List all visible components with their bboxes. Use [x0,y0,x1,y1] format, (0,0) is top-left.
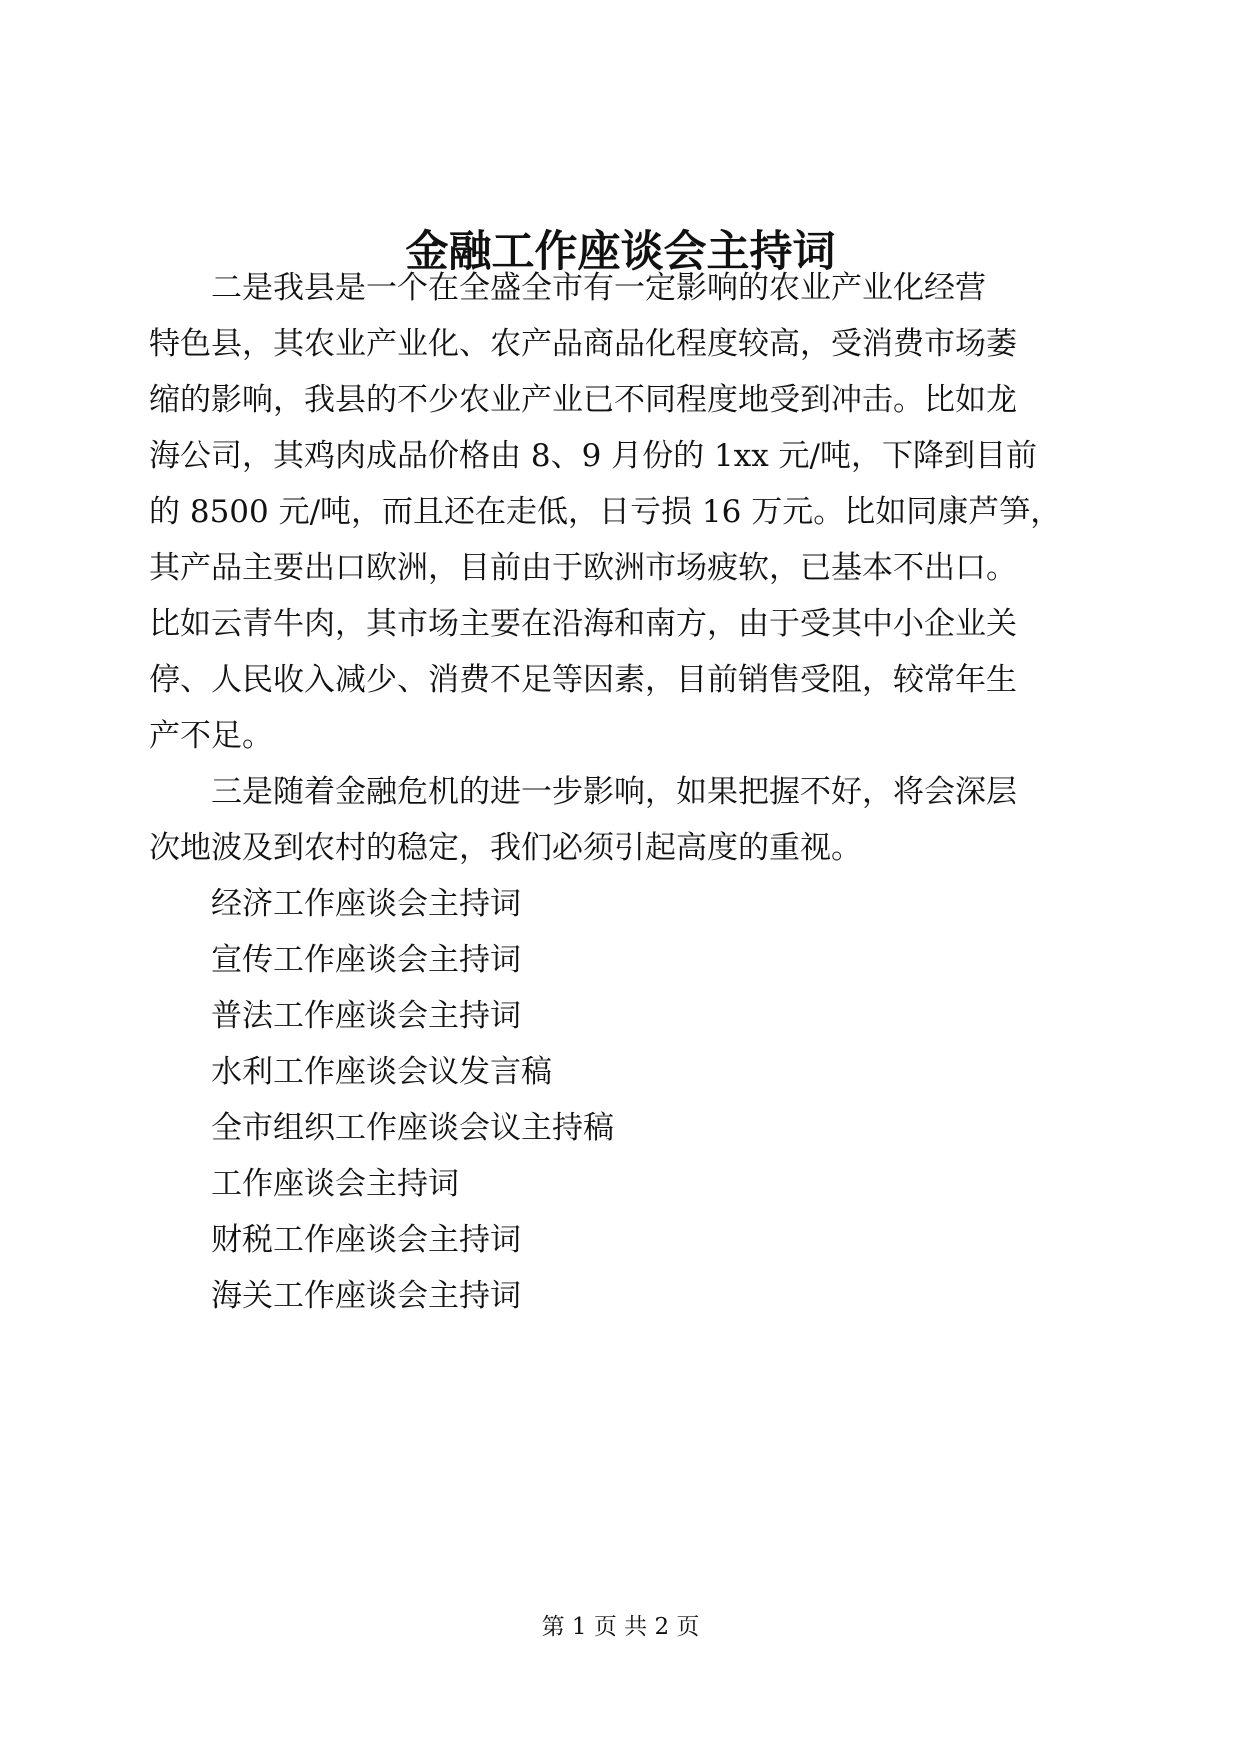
paragraph-1-line-4: 海公司，其鸡肉成品价格由 8、9 月份的 1xx 元/吨，下降到目前 [149,438,1037,474]
paragraph-2-line-2: 次地波及到农村的稳定，我们必须引起高度的重视。 [149,830,862,866]
related-title-item: 财税工作座谈会主持词 [211,1222,521,1258]
paragraph-1-line-2: 特色县，其农业产业化、农产品商品化程度较高，受消费市场萎 [149,326,1017,362]
paragraph-2-line-1: 三是随着金融危机的进一步影响，如果把握不好，将会深层 [211,774,1017,810]
related-title-item: 普法工作座谈会主持词 [211,998,521,1034]
related-title-item: 水利工作座谈会议发言稿 [211,1054,552,1090]
paragraph-1-line-7: 比如云青牛肉，其市场主要在沿海和南方，由于受其中小企业关 [149,606,1017,642]
related-title-item: 全市组织工作座谈会议主持稿 [211,1110,614,1146]
paragraph-1-line-9: 产不足。 [149,718,273,754]
document-title: 金融工作座谈会主持词 [405,227,836,277]
paragraph-1-line-6: 其产品主要出口欧洲，目前由于欧洲市场疲软，已基本不出口。 [149,550,1017,586]
paragraph-1-line-5: 的 8500 元/吨，而且还在走低，日亏损 16 万元。比如同康芦笋， [149,494,1062,530]
related-title-item: 海关工作座谈会主持词 [211,1278,521,1314]
paragraph-1-line-3: 缩的影响，我县的不少农业产业已不同程度地受到冲击。比如龙 [149,382,1017,418]
paragraph-1-line-1: 二是我县是一个在全盛全市有一定影响的农业产业化经营 [211,270,986,306]
related-title-item: 工作座谈会主持词 [211,1166,459,1202]
paragraph-1-line-8: 停、人民收入减少、消费不足等因素，目前销售受阻，较常年生 [149,662,1017,698]
page-footer: 第 1 页 共 2 页 [541,1614,700,1640]
related-title-item: 经济工作座谈会主持词 [211,886,521,922]
related-title-item: 宣传工作座谈会主持词 [211,942,521,978]
